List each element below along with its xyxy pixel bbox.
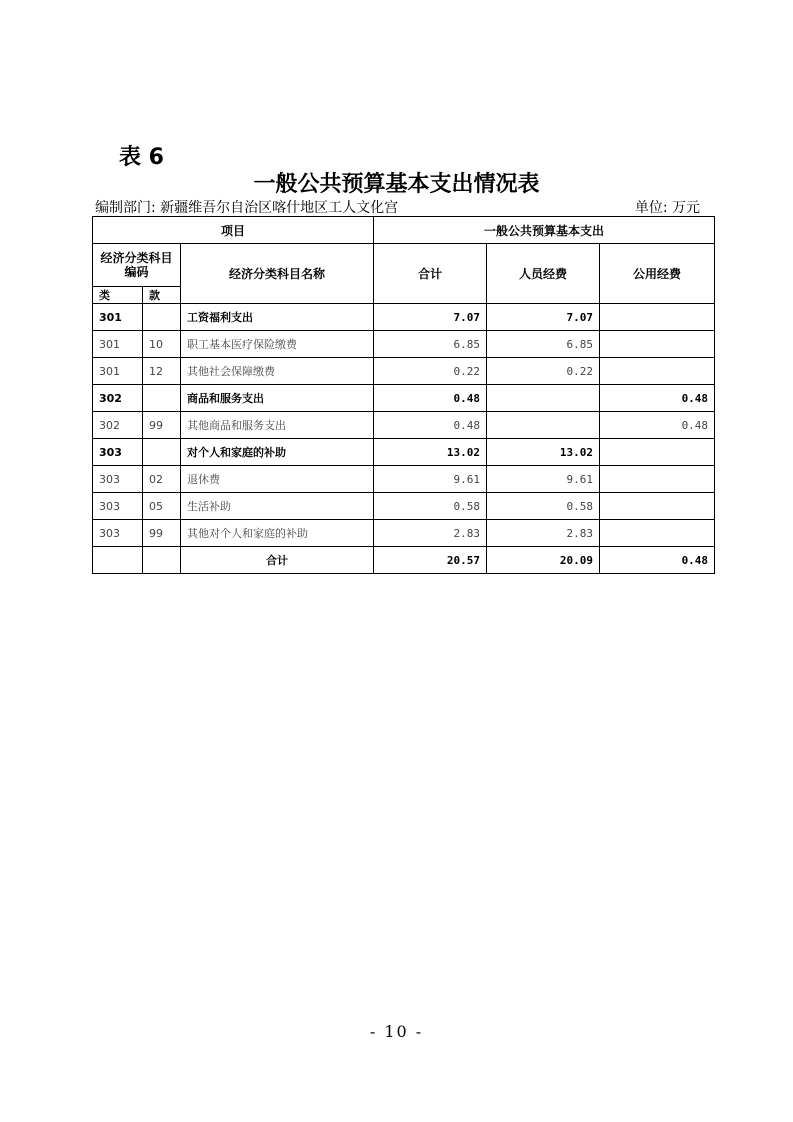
header-item: 款 xyxy=(143,287,181,304)
header-expenditure-group: 一般公共预算基本支出 xyxy=(374,217,715,244)
total-row xyxy=(93,547,715,574)
cell-personnel: 9.61 xyxy=(487,466,600,493)
cell-item: 02 xyxy=(143,466,181,493)
header-project: 项目 xyxy=(93,217,374,244)
cell-class: 303 xyxy=(93,520,143,547)
cell-item: 99 xyxy=(143,520,181,547)
cell-public xyxy=(600,331,715,358)
table-row xyxy=(93,385,715,412)
cell-item xyxy=(143,547,181,574)
unit-label: 单位: 万元 xyxy=(634,200,700,216)
cell-item: 99 xyxy=(143,412,181,439)
total-public: 0.48 xyxy=(600,547,715,574)
cell-item xyxy=(143,304,181,331)
cell-class: 301 xyxy=(93,358,143,385)
header-class: 类 xyxy=(93,287,143,304)
budget-table xyxy=(92,216,715,574)
cell-public xyxy=(600,466,715,493)
cell-public xyxy=(600,304,715,331)
table-row xyxy=(93,439,715,466)
cell-total: 0.58 xyxy=(374,493,487,520)
cell-item xyxy=(143,439,181,466)
cell-item: 10 xyxy=(143,331,181,358)
cell-class: 303 xyxy=(93,439,143,466)
cell-name: 对个人和家庭的补助 xyxy=(181,439,374,466)
cell-personnel: 6.85 xyxy=(487,331,600,358)
cell-personnel xyxy=(487,385,600,412)
header-name: 经济分类科目名称 xyxy=(181,244,374,304)
cell-public xyxy=(600,520,715,547)
department-label: 编制部门: 新疆维吾尔自治区喀什地区工人文化宫 xyxy=(95,200,399,216)
cell-class: 302 xyxy=(93,412,143,439)
cell-total: 9.61 xyxy=(374,466,487,493)
cell-total: 6.85 xyxy=(374,331,487,358)
cell-total: 13.02 xyxy=(374,439,487,466)
cell-name: 职工基本医疗保险缴费 xyxy=(181,331,374,358)
cell-name: 其他社会保障缴费 xyxy=(181,358,374,385)
table-body xyxy=(93,304,715,574)
cell-name: 其他商品和服务支出 xyxy=(181,412,374,439)
total-total: 20.57 xyxy=(374,547,487,574)
header-row-1 xyxy=(93,217,715,244)
table-row xyxy=(93,304,715,331)
page-number: - 10 - xyxy=(369,1022,424,1041)
cell-personnel: 2.83 xyxy=(487,520,600,547)
cell-class: 301 xyxy=(93,331,143,358)
cell-total: 0.48 xyxy=(374,385,487,412)
cell-personnel: 0.22 xyxy=(487,358,600,385)
table-row xyxy=(93,412,715,439)
cell-class: 303 xyxy=(93,493,143,520)
table-row xyxy=(93,358,715,385)
cell-name: 商品和服务支出 xyxy=(181,385,374,412)
cell-item xyxy=(143,385,181,412)
cell-personnel: 7.07 xyxy=(487,304,600,331)
cell-public xyxy=(600,493,715,520)
header-code: 经济分类科目编码 xyxy=(93,244,181,287)
header-total: 合计 xyxy=(374,244,487,304)
total-label: 合计 xyxy=(181,547,374,574)
cell-public xyxy=(600,439,715,466)
cell-public: 0.48 xyxy=(600,385,715,412)
cell-name: 工资福利支出 xyxy=(181,304,374,331)
document-title: 一般公共预算基本支出情况表 xyxy=(253,172,540,197)
table-row xyxy=(93,520,715,547)
cell-public xyxy=(600,358,715,385)
table-row xyxy=(93,331,715,358)
cell-item: 05 xyxy=(143,493,181,520)
header-public: 公用经费 xyxy=(600,244,715,304)
cell-name: 生活补助 xyxy=(181,493,374,520)
table-row xyxy=(93,466,715,493)
cell-class: 301 xyxy=(93,304,143,331)
table-number: 表 6 xyxy=(119,145,164,170)
cell-personnel: 0.58 xyxy=(487,493,600,520)
cell-public: 0.48 xyxy=(600,412,715,439)
total-personnel: 20.09 xyxy=(487,547,600,574)
header-personnel: 人员经费 xyxy=(487,244,600,304)
cell-class: 302 xyxy=(93,385,143,412)
cell-total: 0.22 xyxy=(374,358,487,385)
cell-name: 其他对个人和家庭的补助 xyxy=(181,520,374,547)
cell-item: 12 xyxy=(143,358,181,385)
cell-name: 退休费 xyxy=(181,466,374,493)
cell-total: 7.07 xyxy=(374,304,487,331)
cell-personnel xyxy=(487,412,600,439)
cell-total: 2.83 xyxy=(374,520,487,547)
cell-personnel: 13.02 xyxy=(487,439,600,466)
cell-class: 303 xyxy=(93,466,143,493)
header-row-2 xyxy=(93,244,715,287)
cell-total: 0.48 xyxy=(374,412,487,439)
cell-class xyxy=(93,547,143,574)
table-row xyxy=(93,493,715,520)
